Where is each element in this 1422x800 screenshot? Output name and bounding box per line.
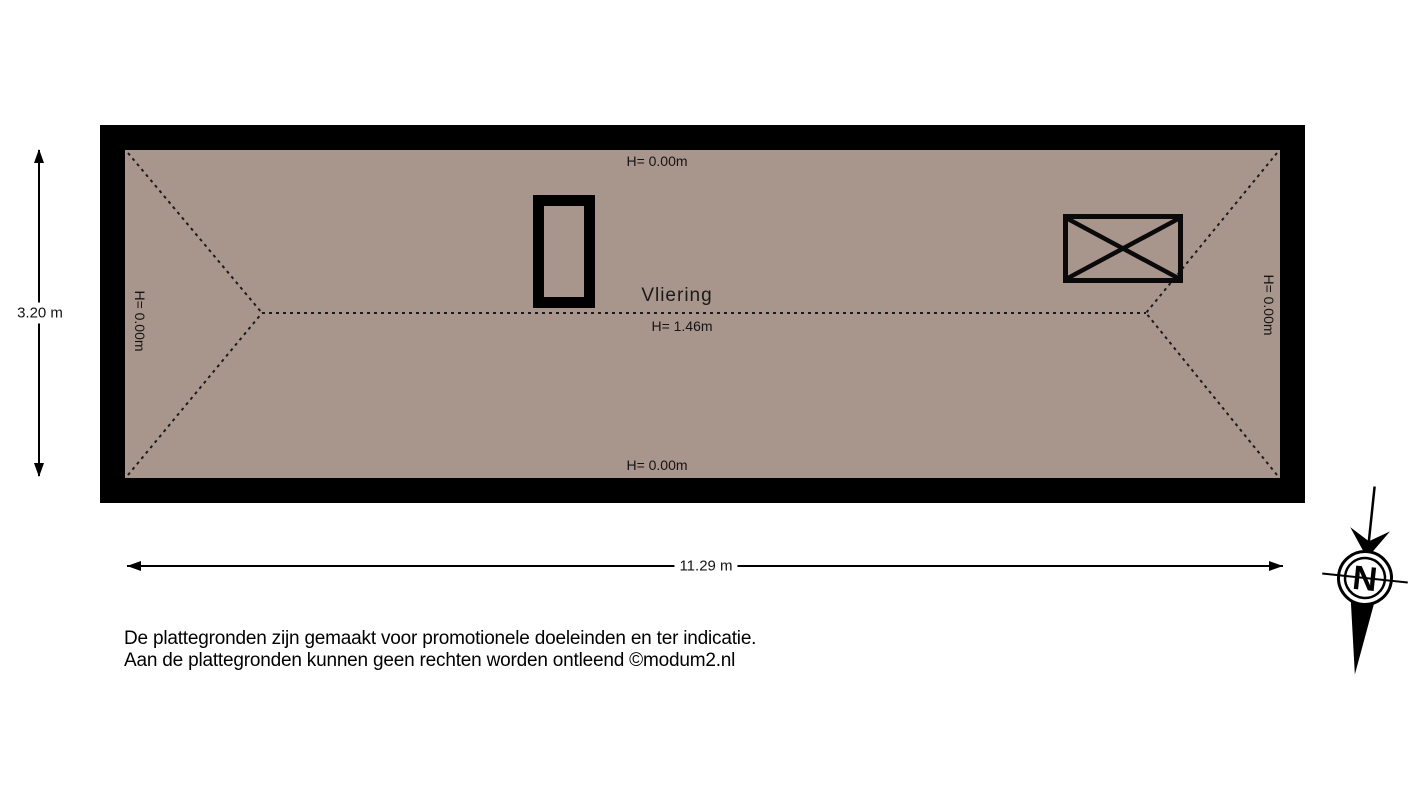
attic-floor-area	[125, 150, 1280, 478]
ridge-height-label: H= 1.46m	[651, 318, 713, 334]
width-dimension-label: 11.29 m	[674, 556, 737, 577]
disclaimer-line-2: Aan de plattegronden kunnen geen rechten worden ontleend ©modum2.nl	[124, 649, 736, 671]
roof-hatch-cross-icon	[1068, 219, 1178, 278]
height-dimension-label: 3.20 m	[12, 303, 68, 324]
arrow-right-icon	[1269, 561, 1283, 571]
compass-rose-icon	[1310, 470, 1420, 690]
eaves-height-label-bottom: H= 0.00m	[626, 457, 688, 473]
arrow-up-icon	[34, 149, 44, 163]
eaves-height-label-top: H= 0.00m	[626, 153, 688, 169]
roof-hatch	[1063, 214, 1183, 283]
floor-plan-walls	[100, 125, 1305, 503]
chimney-shaft	[533, 195, 595, 308]
eaves-height-label-right: H= 0.00m	[1261, 274, 1277, 336]
disclaimer-line-1: De plattegronden zijn gemaakt voor promotionele doeleinden en ter indicatie.	[124, 628, 757, 649]
roof-ridge-lines	[125, 150, 1280, 478]
disclaimer-text	[124, 628, 756, 671]
arrow-down-icon	[34, 463, 44, 477]
arrow-left-icon	[127, 561, 141, 571]
compass-north-label: N	[1350, 558, 1380, 600]
room-name-label: Vliering	[641, 285, 713, 306]
eaves-height-label-left: H= 0.00m	[132, 290, 148, 352]
